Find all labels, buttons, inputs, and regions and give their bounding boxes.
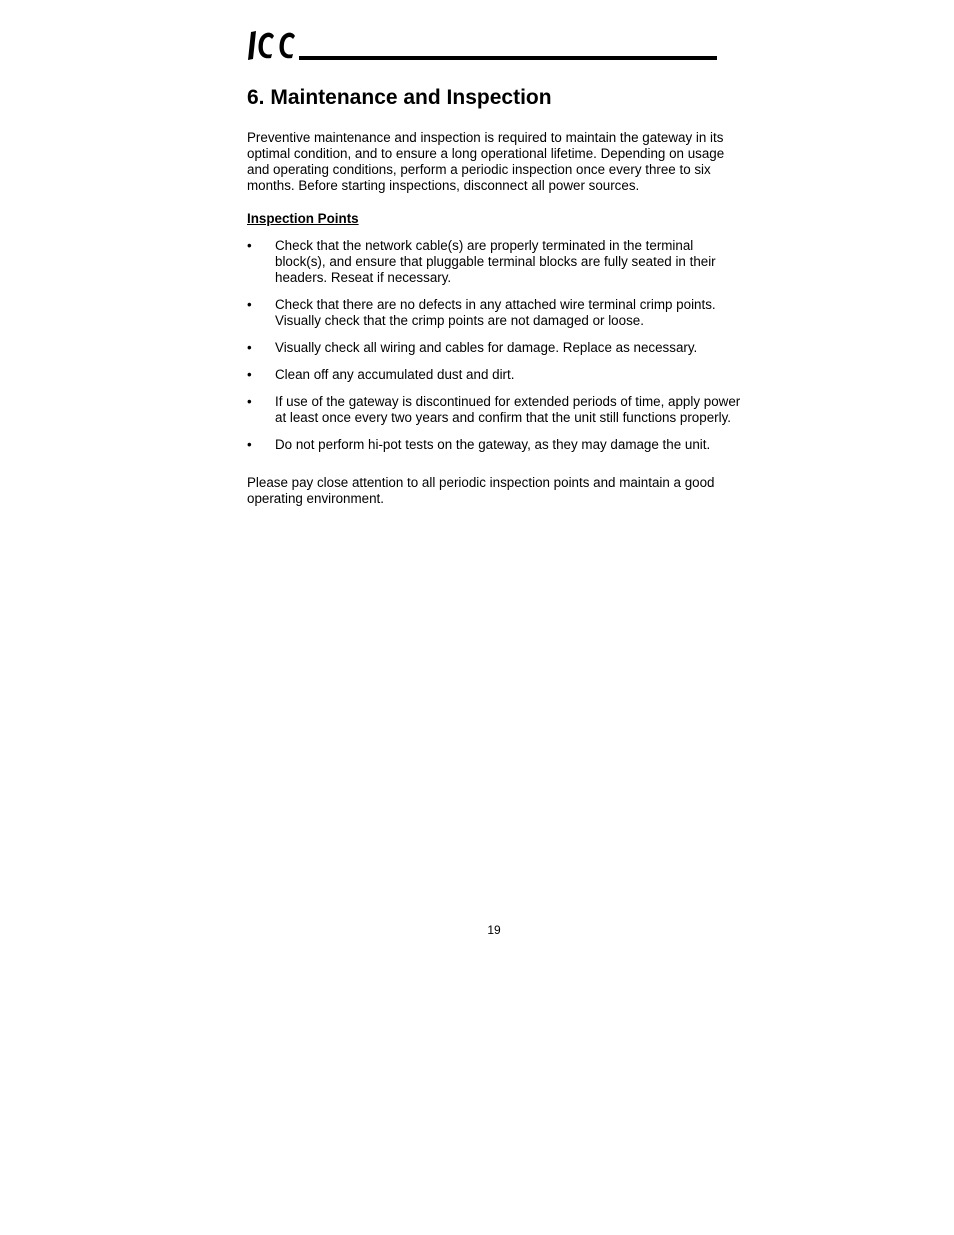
page-title: 6. Maintenance and Inspection (247, 86, 552, 109)
list-item-text: Visually check all wiring and cables for damage. Replace as necessary. (275, 340, 698, 355)
list-item (247, 238, 742, 286)
closing-paragraph: Please pay close attention to all periodic inspection points and maintain a good operating environment. (247, 475, 715, 506)
list-item-text: Check that there are no defects in any attached wire terminal crimp points. Visually check that the crimp points are not damaged or loose. (275, 297, 716, 328)
page-content (247, 84, 742, 507)
list-item (247, 367, 742, 383)
list-item (247, 437, 742, 453)
list-item-text: If use of the gateway is discontinued for extended periods of time, apply power at least once every two years and confirm that the unit still functions properly. (275, 394, 741, 425)
bullet-icon: • (247, 297, 252, 312)
inspection-points-list (247, 238, 742, 453)
page-header (247, 28, 719, 64)
page-number: 19 (487, 923, 501, 937)
intro-paragraph: Preventive maintenance and inspection is required to maintain the gateway in its optimal condition, and to ensure a long operational lifetime. Depending on usage and operating conditions, perform a periodic inspection once every three to six months. Before starting inspections, disconnect all power sources. (247, 130, 725, 193)
list-item-text: Do not perform hi-pot tests on the gateway, as they may damage the unit. (275, 437, 711, 452)
bullet-icon: • (247, 238, 252, 253)
icc-logo (247, 28, 301, 64)
bullet-icon: • (247, 367, 252, 382)
section-heading-inspection-points: Inspection Points (247, 211, 359, 226)
list-item (247, 394, 742, 426)
bullet-icon: • (247, 394, 252, 409)
list-item-text: Clean off any accumulated dust and dirt. (275, 367, 515, 382)
list-item (247, 340, 742, 356)
bullet-icon: • (247, 437, 252, 452)
list-item (247, 297, 742, 329)
header-rule (299, 56, 717, 60)
bullet-icon: • (247, 340, 252, 355)
list-item-text: Check that the network cable(s) are properly terminated in the terminal block(s), and ensure that pluggable terminal blocks are fully seated in their headers. Reseat if necessary. (275, 238, 716, 285)
